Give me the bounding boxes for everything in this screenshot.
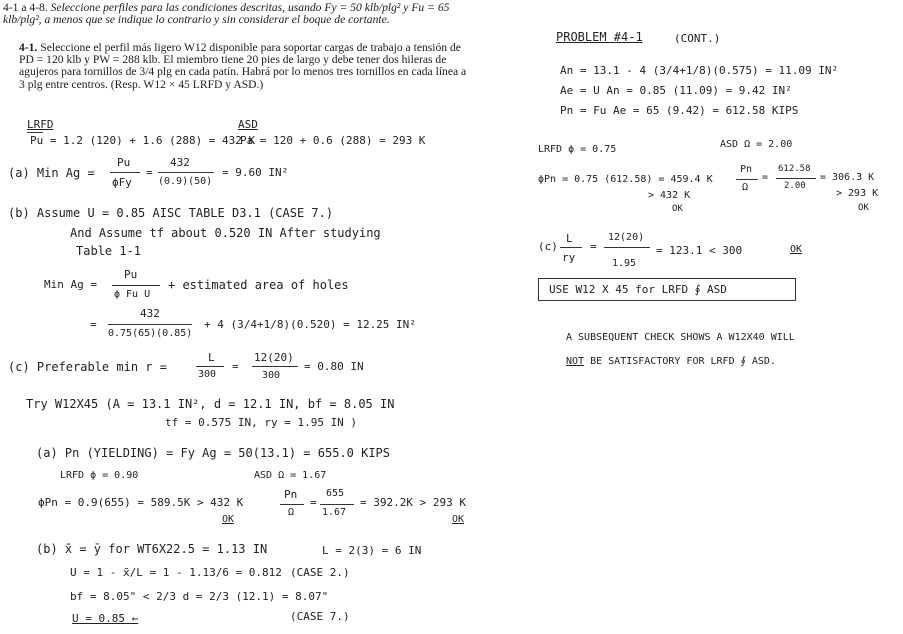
- calc-rest: + 4 (3/4+1/8)(0.520) = 12.25 IN²: [204, 318, 416, 331]
- right-c-result: = 123.1 < 300: [656, 244, 743, 257]
- min-ag-bar: [112, 285, 160, 286]
- yield-a-asd-eq: =: [310, 496, 317, 509]
- try-section-line2: tf = 0.575 IN, ry = 1.95 IN ): [165, 416, 358, 429]
- part-c-label: (c) Preferable min r =: [8, 360, 167, 374]
- min-ag-num: Pu: [124, 268, 138, 281]
- lrfd-heading: LRFD: [27, 118, 54, 131]
- right-phipn: ϕPn = 0.75 (612.58) = 459.4 K: [538, 174, 713, 185]
- instructions-text: Seleccione perfiles para las condiciones descritas, usando Fy = 50 klb/plg² y Fu = 65 klb/plg², a menos que se indique lo contrario y sin considerar el boque de cortante.: [3, 1, 450, 26]
- instructions-paragraph: [3, 2, 473, 26]
- right-phipn-ok: OK: [672, 204, 683, 214]
- part-a-result: = 9.60 IN²: [222, 166, 289, 179]
- part-b-line3: Table 1-1: [76, 244, 142, 258]
- right-pn-val-den: 2.00: [784, 181, 806, 191]
- part-a-frac1-bar: [110, 172, 140, 173]
- right-lrfd-phi: LRFD ϕ = 0.75: [538, 144, 617, 155]
- right-c-bar: [560, 247, 582, 248]
- conclusion-box: USE W12 X 45 for LRFD ∮ ASD: [538, 278, 796, 301]
- right-pn-num: Pn: [740, 164, 753, 175]
- right-pn-bar: [736, 179, 758, 180]
- yield-a-pn-den: Ω: [288, 507, 295, 518]
- right-pn-den: Ω: [742, 182, 749, 193]
- part-c-eq: =: [232, 360, 239, 373]
- try-section-line1: Try W12X45 (A = 13.1 IN², d = 12.1 IN, bf = 8.05 IN: [26, 397, 395, 411]
- part-c-den2: 300: [262, 370, 281, 381]
- right-c-num2: 12(20): [608, 232, 645, 243]
- min-ag-rest: + estimated area of holes: [168, 278, 349, 292]
- part-a-frac2-den: (0.9)(50): [158, 176, 213, 187]
- yield-a-asd-den: 1.67: [322, 507, 347, 518]
- right-pn-ok: OK: [858, 203, 869, 213]
- calc-bar: [108, 324, 192, 325]
- part-a-frac2-bar: [158, 172, 214, 173]
- part-a-frac2-num: 432: [170, 156, 190, 169]
- right-an: An = 13.1 - 4 (3/4+1/8)(0.575) = 11.09 IN²: [560, 64, 839, 77]
- instructions-range: 4-1 a 4-8.: [3, 1, 48, 14]
- note-line1: A SUBSEQUENT CHECK SHOWS A W12X40 WILL: [566, 332, 795, 343]
- yield-b-u085: U = 0.85 ←: [72, 612, 139, 625]
- right-ae: Ae = U An = 0.85 (11.09) = 9.42 IN²: [560, 84, 792, 97]
- problem-text: Seleccione el perfil más ligero W12 disponible para soportar cargas de trabajo a tensión de PD = 120 klb y PW = 288 klb. El miembro tiene 20 pies de largo y debe tener dos hileras de agujeros para tornillos de 3/4 plg en cada patín. Habrá por lo menos tres tornillos en cada línea a 3 plg entre centros. (Resp. W12 × 45 LRFD y ASD.): [19, 41, 467, 91]
- part-c-bar1: [196, 366, 224, 367]
- yield-a-pn-num: Pn: [284, 488, 298, 501]
- part-c-result: = 0.80 IN: [304, 360, 364, 373]
- yield-b-bf: bf = 8.05" < 2/3 d = 2/3 (12.1) = 8.07": [70, 590, 329, 603]
- part-a-eq: =: [146, 166, 153, 179]
- right-c-eq: =: [590, 240, 597, 253]
- part-c-num2: 12(20): [254, 351, 294, 364]
- right-c-num: L: [566, 232, 573, 245]
- right-c-den: ry: [562, 251, 576, 264]
- calc-den: 0.75(65)(0.85): [108, 328, 193, 339]
- right-pn-eq: =: [762, 172, 769, 183]
- min-ag-label: Min Ag =: [44, 278, 97, 291]
- yield-b-case2: (CASE 2.): [290, 566, 350, 579]
- right-pn-gt: > 293 K: [836, 188, 879, 199]
- asd-heading: ASD: [238, 118, 258, 131]
- underline-lrfd: [27, 132, 43, 133]
- right-phipn-gt: > 432 K: [648, 190, 691, 201]
- right-pn-val-num: 612.58: [778, 164, 811, 174]
- yield-a-lrfd: LRFD ϕ = 0.90: [60, 470, 139, 481]
- yield-b-L: L = 2(3) = 6 IN: [322, 544, 422, 557]
- note-line2: [566, 356, 776, 367]
- problem-number: 4-1.: [19, 41, 38, 54]
- part-c-bar2: [252, 366, 298, 367]
- lrfd-pu-equation: Pu = 1.2 (120) + 1.6 (288) = 432 K: [30, 134, 256, 147]
- note-rest: BE SATISFACTORY FOR LRFD ∮ ASD.: [590, 356, 776, 367]
- right-c-ok: OK: [790, 244, 803, 255]
- right-c-label: (c): [538, 240, 558, 253]
- right-title: PROBLEM #4-1: [556, 30, 643, 44]
- right-cont: (CONT.): [674, 32, 721, 45]
- part-a-frac1-den: ϕFy: [112, 176, 132, 189]
- right-pn-result: = 306.3 K: [820, 172, 875, 183]
- yield-a-pn-bar: [280, 504, 304, 505]
- right-c-den2: 1.95: [612, 258, 637, 269]
- yield-b-line1: (b) x̄ = ȳ for WT6X22.5 = 1.13 IN: [36, 542, 268, 556]
- yield-a-asd-num: 655: [326, 488, 345, 499]
- part-b-line1: (b) Assume U = 0.85 AISC TABLE D3.1 (CASE 7.): [8, 206, 334, 220]
- right-pn-val-bar: [776, 178, 816, 179]
- yield-a-asd: ASD Ω = 1.67: [254, 470, 327, 481]
- yield-a-asd-bar: [320, 504, 354, 505]
- right-pn: Pn = Fu Ae = 65 (9.42) = 612.58 KIPS: [560, 104, 799, 117]
- yield-a-ok2: OK: [452, 514, 465, 525]
- yield-b-u: U = 1 - x̄/L = 1 - 1.13/6 = 0.812: [70, 566, 282, 579]
- problem-statement: [19, 42, 469, 91]
- asd-pa-equation: Pa = 120 + 0.6 (288) = 293 K: [240, 134, 426, 147]
- calc-num: 432: [140, 307, 160, 320]
- right-c-bar2: [604, 247, 650, 248]
- yield-a-line: (a) Pn (YIELDING) = Fy Ag = 50(13.1) = 655.0 KIPS: [36, 446, 391, 460]
- part-c-den1: 300: [198, 369, 217, 380]
- yield-a-ok1: OK: [222, 514, 235, 525]
- yield-a-asd-result: = 392.2K > 293 K: [360, 496, 466, 509]
- part-c-num1: L: [208, 351, 215, 364]
- note-not: NOT: [566, 356, 585, 367]
- right-asd-omega: ASD Ω = 2.00: [720, 139, 793, 150]
- part-a-label: (a) Min Ag =: [8, 166, 95, 180]
- part-a-frac1-num: Pu: [117, 156, 131, 169]
- yield-b-case7: (CASE 7.): [290, 610, 350, 623]
- part-b-line2: And Assume tf about 0.520 IN After studying: [70, 226, 381, 240]
- calc-eq: =: [90, 318, 97, 331]
- yield-a-phi: ϕPn = 0.9(655) = 589.5K > 432 K: [38, 496, 244, 509]
- min-ag-den: ϕ Fu U: [114, 289, 151, 300]
